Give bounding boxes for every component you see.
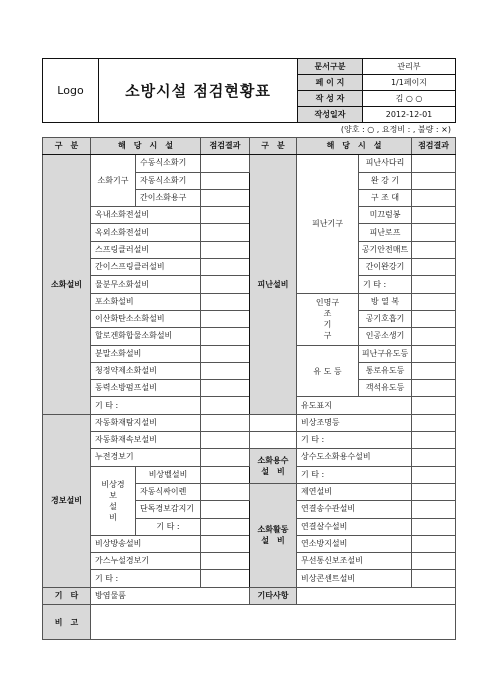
- facility-item: 객석유도등: [359, 380, 412, 397]
- result-cell[interactable]: [412, 553, 456, 570]
- page-title: 소방시설 점검현황표: [99, 59, 298, 123]
- result-cell[interactable]: [201, 189, 250, 206]
- facility-item: 방 열 복: [359, 293, 412, 310]
- field-label: 작 성 자: [298, 91, 363, 107]
- result-cell[interactable]: [201, 241, 250, 258]
- result-cell[interactable]: [201, 310, 250, 327]
- result-cell[interactable]: [412, 362, 456, 379]
- facility-item: 연결송수관설비: [297, 501, 412, 518]
- result-cell[interactable]: [201, 466, 250, 483]
- facility-item: 인공소생기: [359, 328, 412, 345]
- result-cell[interactable]: [201, 293, 250, 310]
- facility-item: 간이스프링클러설비: [91, 259, 201, 276]
- table-row: [43, 432, 456, 449]
- table-row: [43, 605, 456, 640]
- group-extinguisher: 소화기구: [91, 155, 136, 207]
- table-row: [43, 449, 456, 466]
- column-header: 구 분: [250, 138, 297, 155]
- category-activity: 소화활동 설 비: [250, 483, 297, 587]
- facility-item: 공기호흡기: [359, 310, 412, 327]
- logo: Logo: [43, 59, 99, 123]
- facility-item: 피난구유도등: [359, 345, 412, 362]
- category-evac: 피난설비: [250, 155, 297, 414]
- facility-item: 이산화탄소소화설비: [91, 310, 201, 327]
- result-cell[interactable]: [412, 207, 456, 224]
- result-cell[interactable]: [201, 501, 250, 518]
- result-cell[interactable]: [412, 466, 456, 483]
- facility-item: 비상방송설비: [91, 535, 201, 552]
- facility-item: 수동식소화기: [136, 155, 201, 172]
- remark-field[interactable]: [91, 605, 456, 640]
- result-cell[interactable]: [201, 414, 250, 431]
- facility-item: 기 타 :: [91, 397, 201, 414]
- table-row: [43, 293, 456, 310]
- result-cell[interactable]: [412, 414, 456, 431]
- facility-item: 옥외소화전설비: [91, 224, 201, 241]
- table-row: [43, 380, 456, 397]
- field-value: 2012-12-01: [363, 107, 456, 123]
- result-cell[interactable]: [201, 397, 250, 414]
- result-cell[interactable]: [412, 224, 456, 241]
- table-row: [43, 535, 456, 552]
- result-cell[interactable]: [412, 276, 456, 293]
- facility-item: 간이소화용구: [136, 189, 201, 206]
- facility-item: 기 타 :: [136, 518, 201, 535]
- facility-item: 피난사다리: [359, 155, 412, 172]
- result-cell[interactable]: [412, 518, 456, 535]
- table-row: [43, 362, 456, 379]
- facility-item: 자동식소화기: [136, 172, 201, 189]
- result-cell[interactable]: [412, 449, 456, 466]
- facility-item: 피난로프: [359, 224, 412, 241]
- column-header: 점검결과: [412, 138, 456, 155]
- field-value: 1/1페이지: [363, 75, 456, 91]
- facility-item: 통로유도등: [359, 362, 412, 379]
- table-row: [43, 155, 456, 172]
- result-cell[interactable]: [412, 172, 456, 189]
- table-row: [43, 276, 456, 293]
- result-cell[interactable]: [412, 483, 456, 500]
- group-emergency-alarm: 비상경 보 설 비: [91, 466, 136, 535]
- facility-item: 스프링클러설비: [91, 241, 201, 258]
- result-cell[interactable]: [201, 362, 250, 379]
- table-row: [43, 310, 456, 327]
- facility-item: 가스누설경보기: [91, 553, 201, 570]
- facility-item: 기 타 :: [297, 466, 412, 483]
- category-alarm: 경보설비: [43, 414, 91, 587]
- facility-item: 누전경보기: [91, 449, 201, 466]
- facility-item: 분말소화설비: [91, 345, 201, 362]
- result-cell[interactable]: [412, 345, 456, 362]
- result-cell[interactable]: [201, 172, 250, 189]
- facility-item: 자동화재탐지설비: [91, 414, 201, 431]
- inspection-sheet: [42, 58, 455, 640]
- facility-item: 기 타 :: [359, 276, 412, 293]
- result-cell[interactable]: [412, 155, 456, 172]
- category-blank: [250, 432, 297, 449]
- column-header-row: [43, 138, 456, 155]
- result-cell[interactable]: [201, 207, 250, 224]
- table-row: [43, 207, 456, 224]
- facility-item: 방염물품: [91, 587, 250, 604]
- table-row: [43, 587, 456, 604]
- table-row: [43, 570, 456, 587]
- result-cell[interactable]: [412, 570, 456, 587]
- result-cell[interactable]: [412, 501, 456, 518]
- table-row: [43, 345, 456, 362]
- facility-item: 상수도소화용수설비: [297, 449, 412, 466]
- facility-item: 공기안전매트: [359, 241, 412, 258]
- facility-item: 간이완강기: [359, 259, 412, 276]
- facility-item: 제연설비: [297, 483, 412, 500]
- column-header: 해 당 시 설: [297, 138, 412, 155]
- facility-item: 포소화설비: [91, 293, 201, 310]
- result-cell[interactable]: [201, 535, 250, 552]
- facility-item: 동력소방펌프설비: [91, 380, 201, 397]
- result-cell[interactable]: [201, 432, 250, 449]
- category-etc-notes: 기타사항: [250, 587, 297, 604]
- category-blank: [250, 414, 297, 431]
- table-row: [43, 466, 456, 483]
- table-row: [43, 224, 456, 241]
- group-guide-light: 유 도 등: [297, 345, 359, 397]
- facility-item: 비상조명등: [297, 414, 412, 431]
- result-cell[interactable]: [201, 518, 250, 535]
- result-cell[interactable]: [412, 432, 456, 449]
- result-cell[interactable]: [412, 380, 456, 397]
- result-cell[interactable]: [412, 189, 456, 206]
- column-header: 해 당 시 설: [91, 138, 201, 155]
- facility-item: 비상콘센트설비: [297, 570, 412, 587]
- result-cell[interactable]: [412, 328, 456, 345]
- table-row: [43, 259, 456, 276]
- result-legend: (양호 : ○ , 요정비 : , 불량 : ×): [340, 125, 451, 134]
- result-cell[interactable]: [201, 553, 250, 570]
- facility-item: 자동화재속보설비: [91, 432, 201, 449]
- facility-item: 기 타 :: [91, 570, 201, 587]
- facility-item: 연결살수설비: [297, 518, 412, 535]
- result-cell[interactable]: [412, 310, 456, 327]
- result-cell[interactable]: [201, 328, 250, 345]
- facility-item: 청정약제소화설비: [91, 362, 201, 379]
- field-label: 문서구분: [298, 59, 363, 75]
- column-header: 점검결과: [201, 138, 250, 155]
- result-cell[interactable]: [201, 449, 250, 466]
- facility-item: 물분무소화설비: [91, 276, 201, 293]
- column-header: 구 분: [43, 138, 91, 155]
- field-value: 관리부: [363, 59, 456, 75]
- table-row: [43, 328, 456, 345]
- document-header: [42, 58, 456, 123]
- facility-item: 연소방지설비: [297, 535, 412, 552]
- category-fire: 소화설비: [43, 155, 91, 414]
- facility-item: 단독경보감지기: [136, 501, 201, 518]
- category-etc: 기 타: [43, 587, 91, 604]
- etc-notes-field[interactable]: [297, 587, 456, 604]
- facility-item: 기 타 :: [297, 432, 412, 449]
- result-cell[interactable]: [201, 259, 250, 276]
- group-evac-tools: 피난기구: [297, 155, 359, 293]
- field-label: 페 이 지: [298, 75, 363, 91]
- result-cell[interactable]: [201, 155, 250, 172]
- result-cell[interactable]: [201, 570, 250, 587]
- result-cell[interactable]: [201, 380, 250, 397]
- result-cell[interactable]: [412, 535, 456, 552]
- result-cell[interactable]: [412, 293, 456, 310]
- facility-item: 완 강 기: [359, 172, 412, 189]
- facility-item: 미끄럼봉: [359, 207, 412, 224]
- result-cell[interactable]: [201, 483, 250, 500]
- category-water: 소화용수 설 비: [250, 449, 297, 484]
- table-row: [43, 414, 456, 431]
- table-row: [43, 241, 456, 258]
- result-cell[interactable]: [412, 259, 456, 276]
- result-cell[interactable]: [412, 241, 456, 258]
- facility-item: 옥내소화전설비: [91, 207, 201, 224]
- facility-item: 무선통신보조설비: [297, 553, 412, 570]
- facility-item: 할로겐화합물소화설비: [91, 328, 201, 345]
- category-remark: 비 고: [43, 605, 91, 640]
- table-row: [43, 397, 456, 414]
- group-life-saving: 인명구 조 기 구: [297, 293, 359, 345]
- inspection-table: [42, 137, 456, 640]
- facility-item: 구 조 대: [359, 189, 412, 206]
- table-row: [43, 553, 456, 570]
- result-cell[interactable]: [201, 224, 250, 241]
- result-cell[interactable]: [201, 345, 250, 362]
- facility-item: 비상벨설비: [136, 466, 201, 483]
- facility-item: 자동식싸이렌: [136, 483, 201, 500]
- result-cell[interactable]: [201, 276, 250, 293]
- field-label: 작성일자: [298, 107, 363, 123]
- facility-item: 유도표지: [297, 397, 412, 414]
- result-cell[interactable]: [412, 397, 456, 414]
- field-value: 김 ○ ○: [363, 91, 456, 107]
